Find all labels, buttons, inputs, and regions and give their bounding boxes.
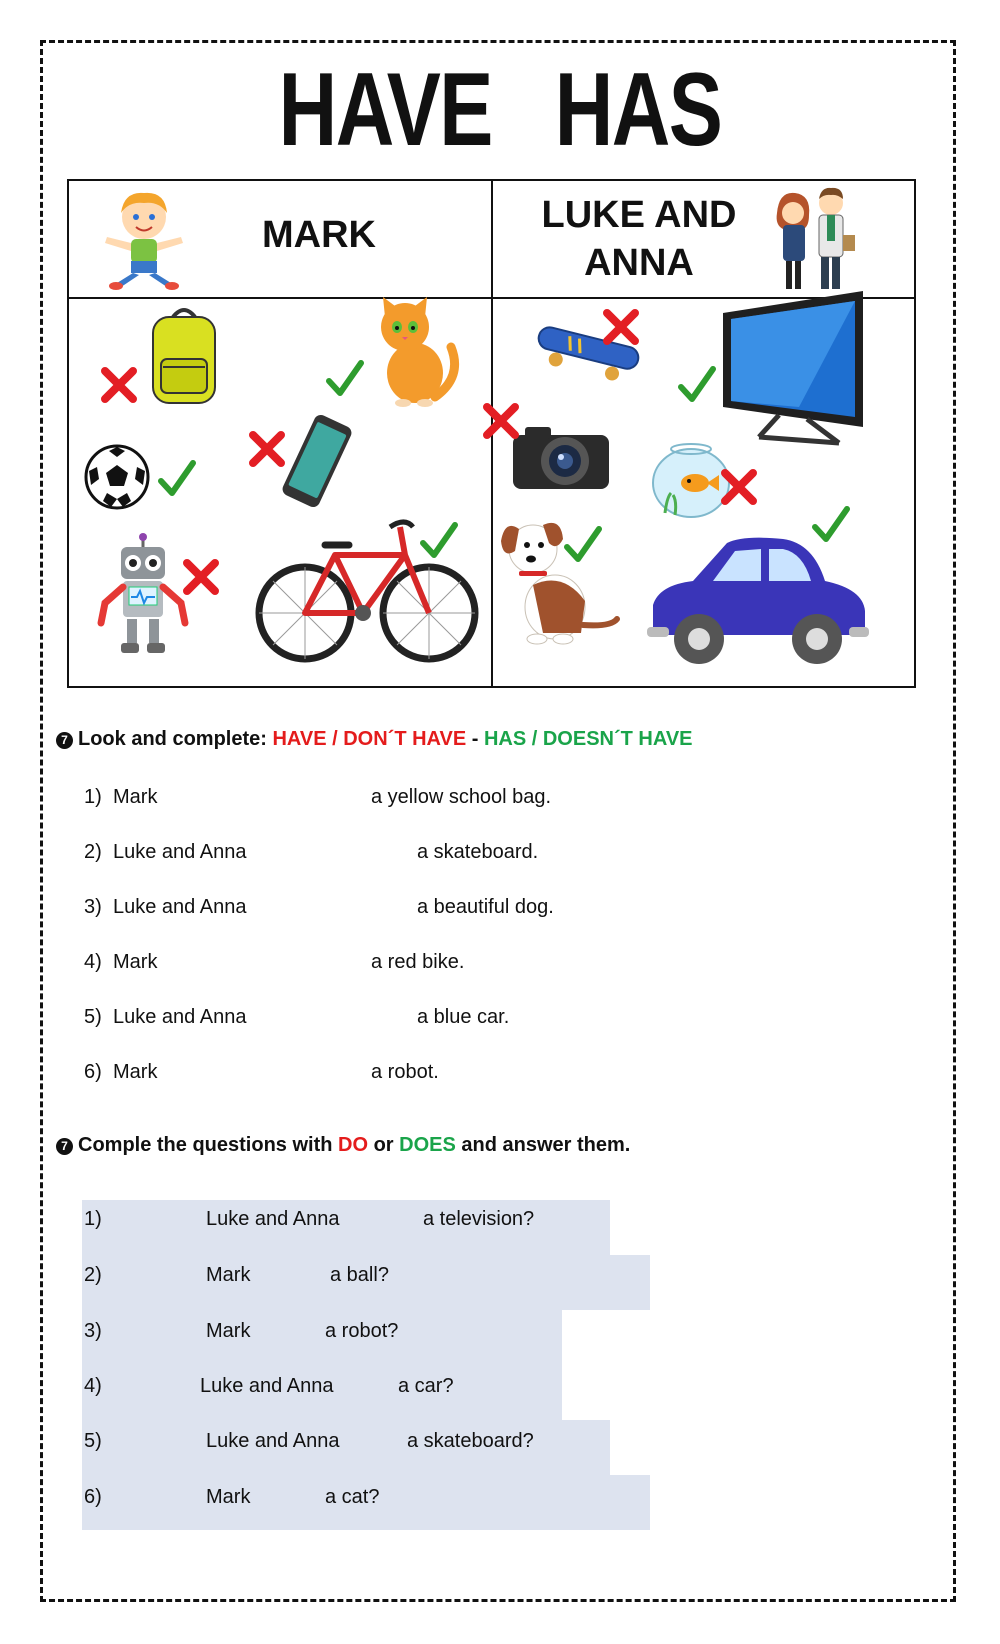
exercise1-item-subject: Mark <box>113 951 158 973</box>
exercise2-item-number: 3) <box>84 1320 102 1342</box>
exercise2-item-number: 6) <box>84 1486 102 1508</box>
cross-icon <box>481 401 521 441</box>
soccer-ball-icon <box>83 443 151 511</box>
cross-icon <box>601 307 641 347</box>
page-title: HAVE HAS <box>278 52 722 168</box>
cross-icon <box>99 365 139 405</box>
exercise1-item-subject: Luke and Anna <box>113 1006 247 1028</box>
exercise1-item-number: 2) <box>84 841 102 863</box>
answer-band <box>82 1310 562 1365</box>
exercise1-item-subject: Luke and Anna <box>113 896 247 918</box>
car-icon <box>643 535 871 669</box>
boy-icon <box>99 187 189 291</box>
exercise2-item-object: a television? <box>423 1208 535 1230</box>
check-icon <box>419 521 459 561</box>
exercise1-item-object: a blue car. <box>417 1006 510 1028</box>
header-luke-anna-line2: ANNA <box>584 242 694 284</box>
exercise1-item-subject: Luke and Anna <box>113 841 247 863</box>
exercise2-instruction: 7 Comple the questions with DO or DOES and answer them. <box>56 1134 630 1157</box>
exercise2-item-number: 1) <box>84 1208 102 1230</box>
exercise2-item-object: a skateboard? <box>407 1430 534 1452</box>
exercise1-item-number: 6) <box>84 1061 102 1083</box>
exercise2-item-number: 5) <box>84 1430 102 1452</box>
exercise1-item-number: 4) <box>84 951 102 973</box>
exercise1-red-options: HAVE / DON´T HAVE <box>272 728 467 750</box>
exercise1-item-subject: Mark <box>113 1061 158 1083</box>
check-icon <box>811 505 851 545</box>
exercise1-item-subject: Mark <box>113 786 158 808</box>
exercise2-item-object: a cat? <box>325 1486 380 1508</box>
exercise1-item-object: a red bike. <box>371 951 465 973</box>
exercise1-item-number: 3) <box>84 896 102 918</box>
exercise1-item-number: 5) <box>84 1006 102 1028</box>
cat-icon <box>365 297 465 409</box>
exercise1-item-object: a robot. <box>371 1061 439 1083</box>
exercise1-green-options: HAS / DOESN´T HAVE <box>483 728 693 750</box>
cross-icon <box>719 467 759 507</box>
header-mark: MARK <box>262 214 376 256</box>
exercise2-item-number: 4) <box>84 1375 102 1397</box>
header-luke-anna-line1: LUKE AND <box>541 194 737 236</box>
exercise1-bullet: 7 <box>56 732 73 749</box>
exercise2-item-subject: Mark <box>206 1486 251 1508</box>
picture-grid <box>67 179 916 688</box>
exercise2-item-object: a ball? <box>330 1264 389 1286</box>
couple-icon <box>769 185 859 293</box>
exercise1-item-object: a skateboard. <box>417 841 539 863</box>
check-icon <box>563 525 603 565</box>
exercise2-item-subject: Luke and Anna <box>200 1375 334 1397</box>
check-icon <box>157 459 197 499</box>
exercise2-item-subject: Luke and Anna <box>206 1430 340 1452</box>
exercise2-red-option: DO <box>338 1134 369 1156</box>
exercise2-item-subject: Mark <box>206 1320 251 1342</box>
camera-icon <box>509 417 613 493</box>
exercise2-green-option: DOES <box>399 1134 456 1156</box>
exercise2-item-subject: Luke and Anna <box>206 1208 340 1230</box>
exercise1-item-number: 1) <box>84 786 102 808</box>
exercise2-item-object: a car? <box>398 1375 454 1397</box>
cross-icon <box>181 557 221 597</box>
exercise2-item-number: 2) <box>84 1264 102 1286</box>
backpack-icon <box>149 303 219 405</box>
cross-icon <box>247 429 287 469</box>
television-icon <box>719 287 867 449</box>
phone-icon <box>277 413 357 509</box>
exercise2-item-subject: Mark <box>206 1264 251 1286</box>
robot-icon <box>93 533 193 657</box>
check-icon <box>325 359 365 399</box>
check-icon <box>677 365 717 405</box>
exercise2-bullet: 7 <box>56 1138 73 1155</box>
exercise1-instruction: 7 Look and complete: HAVE / DON´T HAVE - HAS / DOESN´T HAVE <box>56 728 693 751</box>
exercise1-item-object: a yellow school bag. <box>371 786 552 808</box>
exercise2-item-object: a robot? <box>325 1320 399 1342</box>
exercise1-item-object: a beautiful dog. <box>417 896 554 918</box>
